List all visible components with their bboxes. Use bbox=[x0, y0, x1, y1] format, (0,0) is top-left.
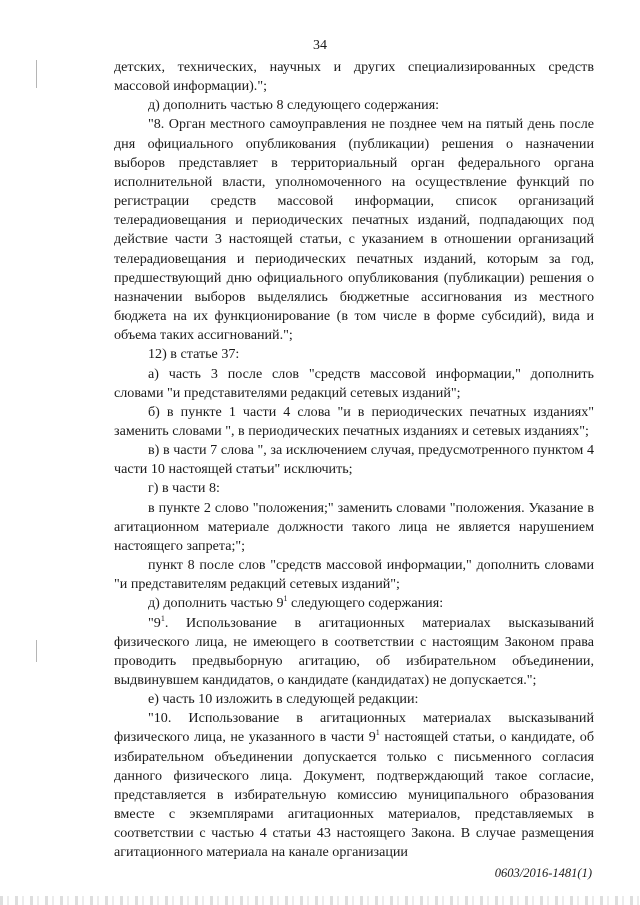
paragraph-text: г) в части 8: bbox=[148, 480, 220, 497]
paragraph bbox=[114, 365, 594, 403]
scan-margin-mark bbox=[36, 640, 37, 662]
scan-margin-mark bbox=[36, 60, 37, 88]
paragraph-text: в) в части 7 слова ", за исключением случая, предусмотренного пунктом 4 части 10 настоящей статьи" исключить; bbox=[114, 442, 594, 478]
paragraph bbox=[114, 594, 594, 613]
paragraph bbox=[114, 403, 594, 441]
document-body bbox=[114, 58, 594, 863]
paragraph bbox=[114, 96, 594, 115]
paragraph bbox=[114, 690, 594, 709]
paragraph-text: в пункте 2 слово "положения;" заменить словами "положения. Указание в агитационном материале должности такого лица не является нарушением настоящего запрета;"; bbox=[114, 499, 594, 554]
paragraph-text: 12) в статье 37: bbox=[148, 346, 240, 363]
superscript: 1 bbox=[283, 594, 288, 604]
paragraph-text: пункт 8 после слов "средств массовой информации," дополнить словами "и представителям редакций сетевых изданий"; bbox=[114, 557, 594, 593]
paragraph-text: . Использование в агитационных материалах высказываний физического лица, не имеющего в соответствии с настоящим Законом права проводить предвыборную агитацию, об избирательном объединении, выдвинувшем кандидатов, о кандидате (кандидатах) не допускается."; bbox=[114, 614, 594, 688]
paragraph-text: настоящей статьи, о кандидате, об избирательном объединении допускается только с письменного согласия данного физического лица. Документ, подтверждающий такое согласие, представляется в избирательную комиссию муниципального образования вместе с экземплярами агитационных материалов, представляемых в соответствии с частью 4 статьи 43 настоящего Закона. В случае размещения агитационного материала на канале организации bbox=[114, 729, 595, 861]
paragraph bbox=[114, 614, 594, 691]
paragraph-text: детских, технических, научных и других специализированных средств массовой информации)."; bbox=[114, 59, 594, 95]
paragraph bbox=[114, 58, 594, 96]
paragraph-text: "8. Орган местного самоуправления не позднее чем на пятый день после дня официального опубликования (публикации) решения о назначении выборов представляет в территориальный орган федерального органа исполнительной власти, уполномоченного на осуществление функций по регистрации средств массовой информации, список организаций телерадиовещания и периодических печатных изданий, подпадающих под действие части 3 настоящей статьи, с указанием в отношении организаций телерадиовещания и периодических печатных изданий, которым за год, предшествующий дню официального опубликования (публикации) решения о назначении выборов выделялись бюджетные ассигнования из местного бюджета на их функционирование (в том числе в форме субсидий), вида и объема таких ассигнований."; bbox=[114, 116, 594, 344]
superscript: 1 bbox=[160, 613, 165, 623]
paragraph bbox=[114, 441, 594, 479]
paragraph-text: "9 bbox=[148, 614, 161, 631]
superscript: 1 bbox=[375, 728, 380, 738]
paragraph bbox=[114, 709, 594, 862]
scan-bottom-edge bbox=[0, 896, 640, 905]
page-number: 34 bbox=[313, 38, 327, 53]
document-code: 0603/2016-1481(1) bbox=[494, 866, 592, 880]
paragraph-text: д) дополнить частью 8 следующего содержания: bbox=[148, 97, 440, 114]
paragraph bbox=[114, 479, 594, 498]
paragraph-text: е) часть 10 изложить в следующей редакции: bbox=[148, 691, 419, 708]
paragraph-text: а) часть 3 после слов "средств массовой информации," дополнить словами "и представителями редакций сетевых изданий"; bbox=[114, 365, 594, 401]
paragraph bbox=[114, 115, 594, 345]
paragraph bbox=[114, 345, 594, 364]
paragraph-text: д) дополнить частью 9 bbox=[148, 595, 284, 612]
paragraph bbox=[114, 499, 594, 556]
paragraph-text: "10. Использование в агитационных материалах высказываний физического лица, не указанного в части 9 bbox=[114, 710, 594, 746]
paragraph-text: б) в пункте 1 части 4 слова "и в периодических печатных изданиях" заменить словами ", в периодических печатных изданиях и сетевых изданиях"; bbox=[114, 403, 594, 439]
paragraph bbox=[114, 556, 594, 594]
paragraph-text: следующего содержания: bbox=[287, 595, 444, 612]
